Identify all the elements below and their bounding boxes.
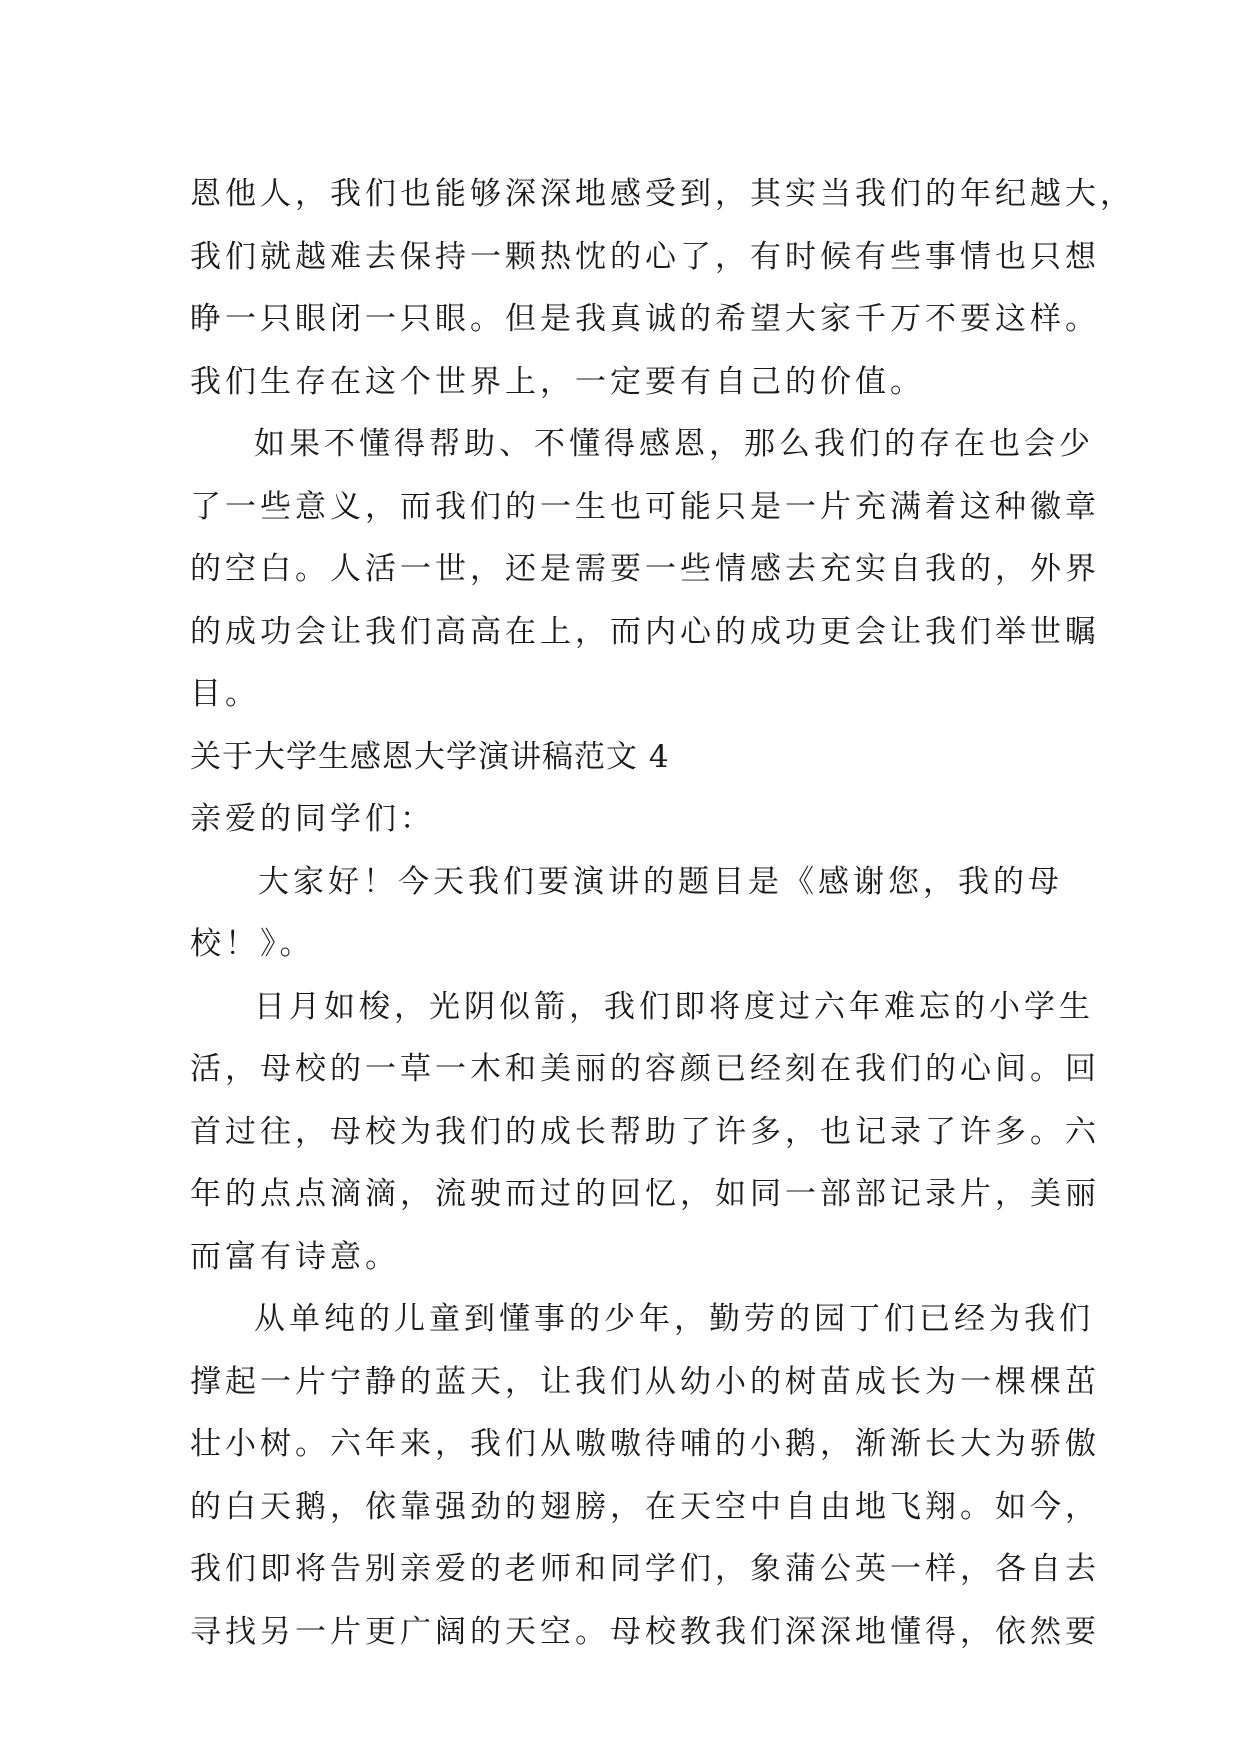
text-line: 的空白。人活一世，还是需要一些情感去充实自我的，外界 xyxy=(190,551,1100,587)
text-line: 了一些意义，而我们的一生也可能只是一片充满着这种徽章 xyxy=(190,488,1100,525)
paragraph-first-line: 大家好！今天我们要演讲的题目是《感谢您，我的母 xyxy=(258,863,1063,900)
text-line: 撑起一片宁静的蓝天，让我们从幼小的树苗成长为一棵棵茁 xyxy=(190,1363,1100,1400)
text-line: 睁一只眼闭一只眼。但是我真诚的希望大家千万不要这样。 xyxy=(190,301,1100,337)
salutation: 亲爱的同学们： xyxy=(190,801,435,837)
text-line: 的成功会让我们高高在上，而内心的成功更会让我们举世瞩 xyxy=(190,613,1100,650)
text-line: 我们即将告别亲爱的老师和同学们，象蒲公英一样，各自去 xyxy=(190,1551,1100,1587)
text-line: 寻找另一片更广阔的天空。母校教我们深深地懂得，依然要 xyxy=(190,1613,1100,1650)
document-body xyxy=(190,163,1135,1663)
text-line: 恩他人，我们也能够深深地感受到，其实当我们的年纪越大， xyxy=(190,176,1135,212)
text-line: 目。 xyxy=(190,676,260,712)
text-line: 年的点点滴滴，流驶而过的回忆，如同一部部记录片，美丽 xyxy=(190,1176,1100,1212)
paragraph-first-line: 日月如梭，光阴似箭，我们即将度过六年难忘的小学生 xyxy=(254,988,1094,1025)
text-line: 活，母校的一草一木和美丽的容颜已经刻在我们的心间。回 xyxy=(190,1051,1100,1087)
text-line: 校！》。 xyxy=(190,926,315,962)
text-line: 我们生存在这个世界上，一定要有自己的价值。 xyxy=(190,363,925,400)
paragraph-first-line: 如果不懂得帮助、不懂得感恩，那么我们的存在也会少 xyxy=(254,426,1094,462)
text-line: 而富有诗意。 xyxy=(190,1238,400,1275)
text-line: 首过往，母校为我们的成长帮助了许多，也记录了许多。六 xyxy=(190,1113,1100,1150)
text-line: 壮小树。六年来，我们从嗷嗷待哺的小鹅，渐渐长大为骄傲 xyxy=(190,1426,1100,1462)
text-line: 的白天鹅，依靠强劲的翅膀，在天空中自由地飞翔。如今， xyxy=(190,1488,1100,1525)
paragraph-first-line: 从单纯的儿童到懂事的少年，勤劳的园丁们已经为我们 xyxy=(254,1301,1094,1337)
section-title: 关于大学生感恩大学演讲稿范文 4 xyxy=(190,738,670,775)
text-line: 我们就越难去保持一颗热忱的心了，有时候有些事情也只想 xyxy=(190,238,1100,275)
